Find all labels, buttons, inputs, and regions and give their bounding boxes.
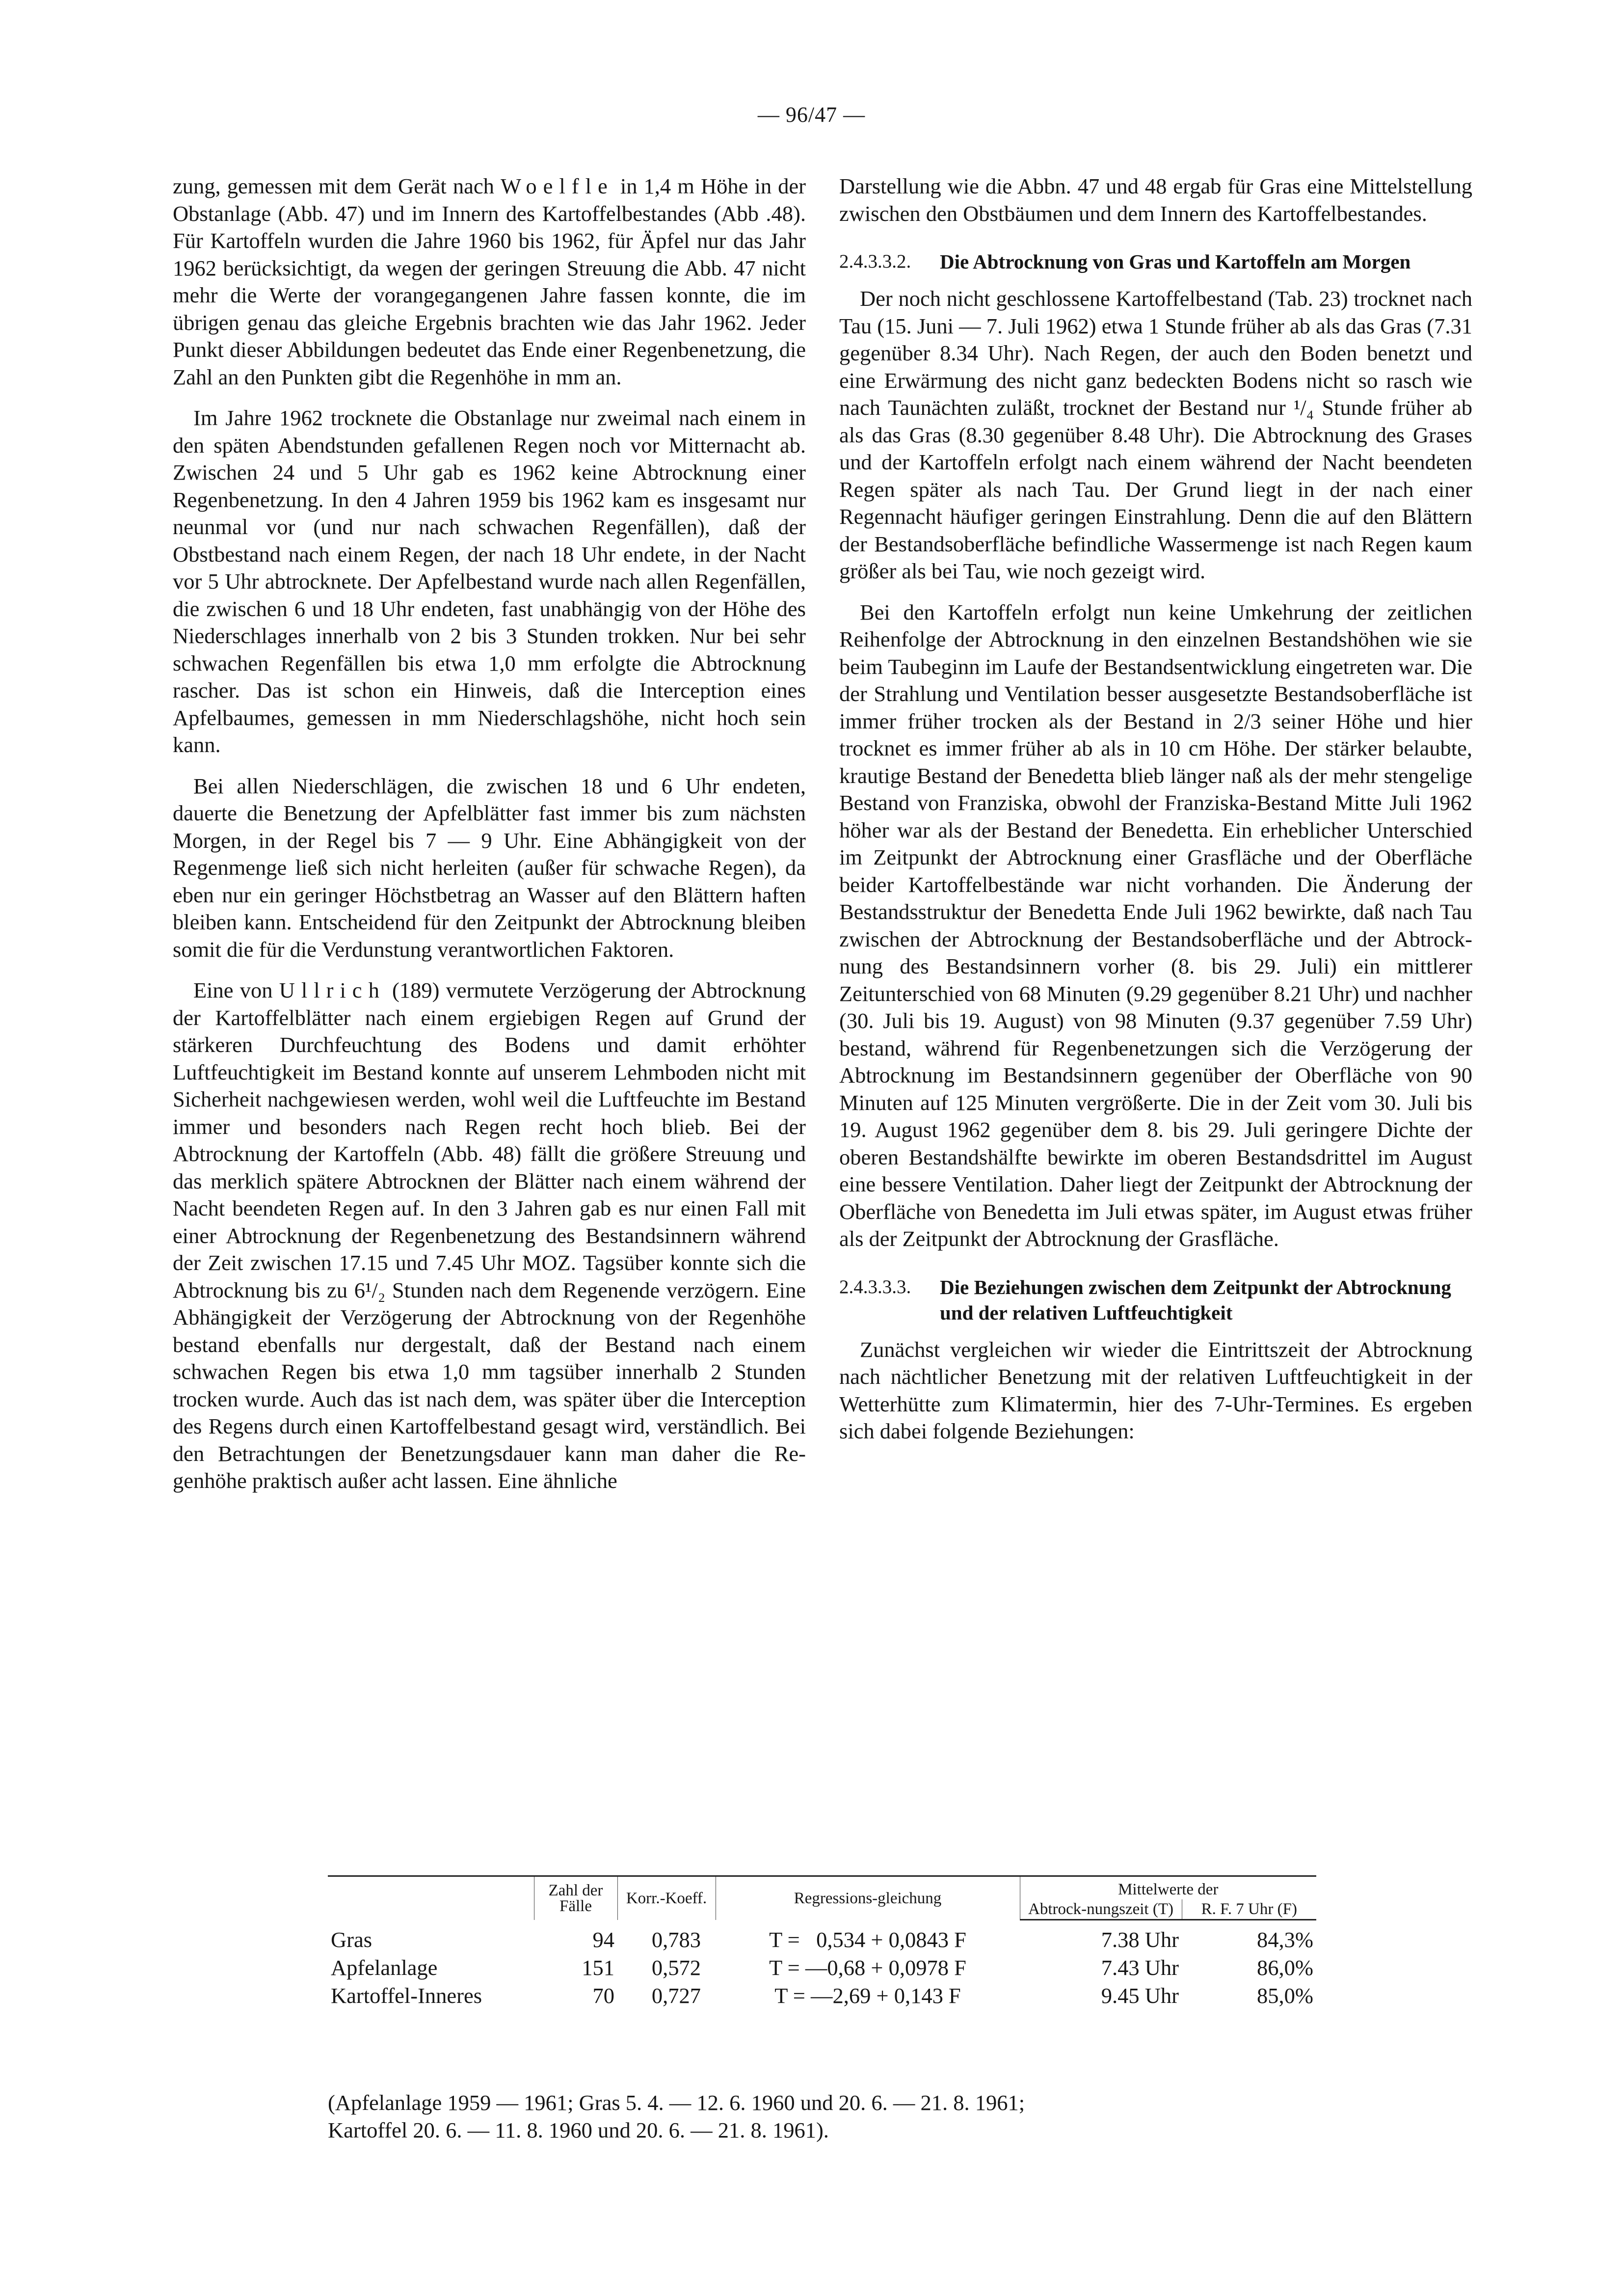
header-relative-feuchte: R. F. 7 Uhr (F)	[1182, 1899, 1316, 1920]
header-abtrocknungszeit: Abtrock-nungszeit (T)	[1020, 1899, 1182, 1920]
cell-korr: 0,783	[651, 1927, 701, 1952]
right-paragraph-1: Darstellung wie die Abbn. 47 und 48 ergab für Gras eine Mittelstellung zwischen den Obstbäumen und dem Innern des Kartoffelbestandes.	[839, 174, 1472, 226]
header-empty	[328, 1876, 534, 1920]
header-regression: Regressions-gleichung	[716, 1876, 1020, 1920]
text-run: zung, gemessen mit dem Gerät nach	[173, 174, 501, 198]
table-row	[328, 1982, 1316, 2010]
right-paragraph-4: Zunächst vergleichen wir wieder die Eintrittszeit der Abtrocknung nach nächtlicher Benetzung mit der relativen Luftfeuchtigkeit in der Wetterhütte zum Klimatermin, hier des 7-Uhr-Termines. Es ergeben sich dabei folgende Beziehungen:	[839, 1337, 1472, 1443]
cell-relative-feuchte: 85,0%	[1257, 1983, 1313, 2008]
section-title: Die Abtrocknung von Gras und Kartoffeln am Morgen	[940, 250, 1411, 273]
right-paragraph-3: Bei den Kartoffeln erfolgt nun keine Umkehrung der zeitlichen Reihenfolge der Abtrocknung in den einzelnen Bestandshöhen wie sie beim Taubeginn im Laufe der Bestandsentwicklung eingetreten war. Die der Strahlung und Ventilation besser ausgesetzte Bestandsoberfläche ist immer früher trocken als der Bestand in 2/3 seiner Höhe und hier trocknet es immer früher ab als in 10 cm Höhe. Der stärker belaubte, krautige Bestand der Benedetta blieb länger naß als der mehr stengelige Bestand von Franziska, obwohl der Franziska-Bestand Mitte Juli 1962 höher war als der Bestand der Benedetta. Ein erheblicher Unterschied im Zeitpunkt der Abtrocknung einer Grasfläche und der Oberfläche beider Kartoffelbestände war nicht vorhanden. Die Änderung der Bestandsstruktur der Benedetta Ende Juli 1962 bewirkte, daß nach Tau zwischen der Abtrocknung der Bestandsoberfläche und der Abtrocknung des Bestandsinnern vorher (8. bis 29. Juli) ein mittlerer Zeitunterschied von 68 Minuten (9.29 gegenüber 8.21 Uhr) und nachher (30. Juli bis 19. August) von 98 Minuten (9.37 gegenüber 7.59 Uhr) bestand, während für Regenbenetzungen sich die Verzögerung der Abtrocknung im Bestandsinnern gegenüber der Oberfläche von 90 Minuten auf 125 Minuten vergrößerte. Die in der Zeit vom 30. Juli bis 19. August 1962 gegenüber dem 8. bis 29. Juli geringere Dichte der oberen Bestandshälfte bewirkte im oberen Bestandsdrittel im August eine bessere Ventilation. Daher liegt der Zeitpunkt der Abtrocknung der Oberfläche von Benedetta im Juli etwas später, im August etwas früher als der Zeitpunkt der Abtrocknung der Grasfläche.	[839, 599, 1472, 1251]
table-footnote	[328, 2089, 1358, 2144]
left-column	[173, 173, 806, 1509]
cell-faelle: 94	[592, 1927, 614, 1952]
row-label: Apfelanlage	[331, 1955, 438, 1980]
left-paragraph-2: Im Jahre 1962 trocknete die Obstanlage nur zweimal nach einem in den späten Abendstunden gefallenen Regen noch vor Mitternacht ab. Zwischen 24 und 5 Uhr gab es 1962 keine Abtrocknung einer Regenbenetzung. In den 4 Jahren 1959 bis 1962 kam es insgesamt nur neunmal vor (und nur nach schwachen Regenfällen), daß der Obstbestand nach einem Regen, der nach 18 Uhr endete, in der Nacht vor 5 Uhr abtrocknete. Der Apfelbestand wurde nach allen Regenfällen, die zwischen 6 und 18 Uhr endeten, fast unabhängig von der Höhe des Niederschlages innerhalb von 2 bis 3 Stunden trokken. Nur bei sehr schwachen Regenfällen bis etwa 1,0 mm erfolgte die Abtrocknung rascher. Das ist schon ein Hinweis, daß die Interception eines Apfelbaumes, gemessen in mm Niederschlagshöhe, nicht hoch sein kann.	[173, 405, 806, 757]
footnote-line-2: Kartoffel 20. 6. — 11. 8. 1960 und 20. 6. — 21. 8. 1961).	[328, 2118, 829, 2142]
text-run: in 1,4 m Höhe in der Obstanlage (Abb. 47) und im Innern des Kartoffelbestandes (Abb .48). Für Kartoffeln wurden die Jahre 1960 bis 1962, für Äpfel nur das Jahr 1962 berücksichtigt, da wegen der geringen Streuung die Abb. 47 nicht mehr die Werte der vorangegangenen Jahre fassen konnte, die im übrigen genau das gleiche Ergebnis brachten wie das Jahr 1962. Jeder Punkt dieser Abbildungen bedeutet das Ende einer Regenbenetzung, die Zahl an den Punkten gibt die Regenhöhe in mm an.	[173, 174, 806, 389]
header-korr: Korr.-Koeff.	[617, 1876, 716, 1920]
section-number: 2.4.3.3.3.	[839, 1276, 911, 1297]
cell-abtrocknungszeit: 9.45 Uhr	[1101, 1983, 1179, 2008]
regression-table	[328, 1875, 1316, 2010]
table	[328, 1875, 1316, 2010]
row-label: Kartoffel-Inneres	[331, 1983, 482, 2008]
right-paragraph-2: Der noch nicht geschlossene Kartoffelbestand (Tab. 23) trocknet nach Tau (15. Juni — 7. Juli 1962) etwa 1 Stunde früher ab als das Gras (7.31 gegenüber 8.34 Uhr). Nach Regen, der auch den Boden benetzt und eine Erwärmung des nicht ganz bedeckten Bodens nicht so rasch wie nach Taunächten zuläßt, trocknet der Bestand nur ¹/₄ Stunde früher ab als das Gras (8.30 gegenüber 8.48 Uhr). Die Abtrocknung des Grases und der Kartoffeln erfolgt nach einem während der Nacht beendeten Regen später als nach Tau. Der Grund liegt in der nach einer Regennacht häufiger geringen Einstrahlung. Denn die auf den Blättern der Bestandsoberfläche befindliche Wassermenge ist nach Regen kaum größer als bei Tau, wie noch gezeigt wird.	[839, 286, 1472, 583]
section-heading-2-4-3-3-2	[839, 249, 1472, 274]
cell-relative-feuchte: 86,0%	[1257, 1955, 1313, 1980]
left-paragraph-4	[173, 977, 806, 1495]
cell-equation: T = —0,68 + 0,0978 F	[769, 1955, 966, 1980]
cell-relative-feuchte: 84,3%	[1257, 1927, 1313, 1952]
row-label: Gras	[331, 1927, 372, 1952]
page-number: — 96/47 —	[757, 103, 866, 127]
cell-korr: 0,572	[651, 1955, 701, 1980]
cell-equation: T = —2,69 + 0,143 F	[774, 1983, 961, 2008]
table-row	[328, 1920, 1316, 1926]
text-run: (189) vermutete Verzögerung der Abtrocknung der Kartoffelblätter nach einem ergiebigen Regen auf Grund der stärkeren Durchfeuchtung des Bodens und damit erhöhter Luftfeuchtigkeit im Bestand konnte auf unserem Lehmboden nicht mit Sicherheit nachgewiesen werden, wohl weil die Luftfeuchte im Bestand immer und besonders nach Regen recht hoch blieb. Bei der Abtrocknung der Kartoffeln (Abb. 48) fällt die größere Streuung und das merklich spätere Abtrocknen der Blätter nach einem während der Nacht beendeten Regen auf. In den 3 Jahren gab es nur einen Fall mit einer Abtrocknung der Regenbenetzung des Bestandsinnern während der Zeit zwischen 17.15 und 7.45 Uhr MOZ. Tagsüber konnte sich die Abtrocknung bis zu 6¹/₂ Stunden nach dem Regenende verzögern. Eine Abhängigkeit der Verzögerung der Abtrocknung von der Regenhöhe bestand ebenfalls nur dergestalt, daß der Bestand nach einem schwachen Regen bis etwa 1,0 mm tagsüber innerhalb 2 Stunden trocken wurde. Auch das ist nach dem, was später über die Interception des Regens durch einen Kartoffelbestand gesagt wird, verständlich. Bei den Betrachtungen der Benetzungsdauer kann man daher die Regenhöhe praktisch außer acht lassen. Eine ähnliche	[173, 978, 806, 1493]
section-number: 2.4.3.3.2.	[839, 251, 911, 272]
section-heading-2-4-3-3-3	[839, 1274, 1472, 1325]
cell-korr: 0,727	[651, 1983, 701, 2008]
author-name-woelfle: Woelfle	[500, 174, 614, 198]
cell-abtrocknungszeit: 7.43 Uhr	[1101, 1955, 1179, 1980]
author-name-ullrich: Ullrich	[279, 978, 386, 1002]
table-row	[328, 1954, 1316, 1982]
cell-equation: T = 0,534 + 0,0843 F	[769, 1927, 966, 1952]
cell-faelle: 70	[592, 1983, 614, 2008]
left-paragraph-3: Bei allen Niederschlägen, die zwischen 18 und 6 Uhr endeten, dauerte die Benetzung der Apfelblätter fast immer bis zum nächsten Morgen, in der Regel bis 7 — 9 Uhr. Eine Abhängigkeit von der Regenmenge ließ sich nicht herleiten (außer für schwache Regen), da eben nur ein geringer Höchstbetrag an Wasser auf den Blättern haften bleiben kann. Entscheidend für den Zeitpunkt der Abtrocknung bleiben somit die für die Verdunstung verantwortlichen Faktoren.	[173, 773, 806, 962]
cell-abtrocknungszeit: 7.38 Uhr	[1101, 1927, 1179, 1952]
header-mittelwerte: Mittelwerte der	[1020, 1876, 1316, 1900]
right-column	[839, 173, 1472, 1459]
text-run: Eine von	[193, 978, 279, 1002]
header-faelle: Zahl der Fälle	[534, 1876, 617, 1920]
left-paragraph-1	[173, 173, 806, 391]
section-title: Die Beziehungen zwischen dem Zeitpunkt der Abtrocknung und der relativen Luftfeuchtigkeit	[940, 1275, 1451, 1324]
cell-faelle: 151	[582, 1955, 614, 1980]
table-row	[328, 1926, 1316, 1954]
footnote-line-1: (Apfelanlage 1959 — 1961; Gras 5. 4. — 12. 6. 1960 und 20. 6. — 21. 8. 1961;	[328, 2090, 1025, 2115]
